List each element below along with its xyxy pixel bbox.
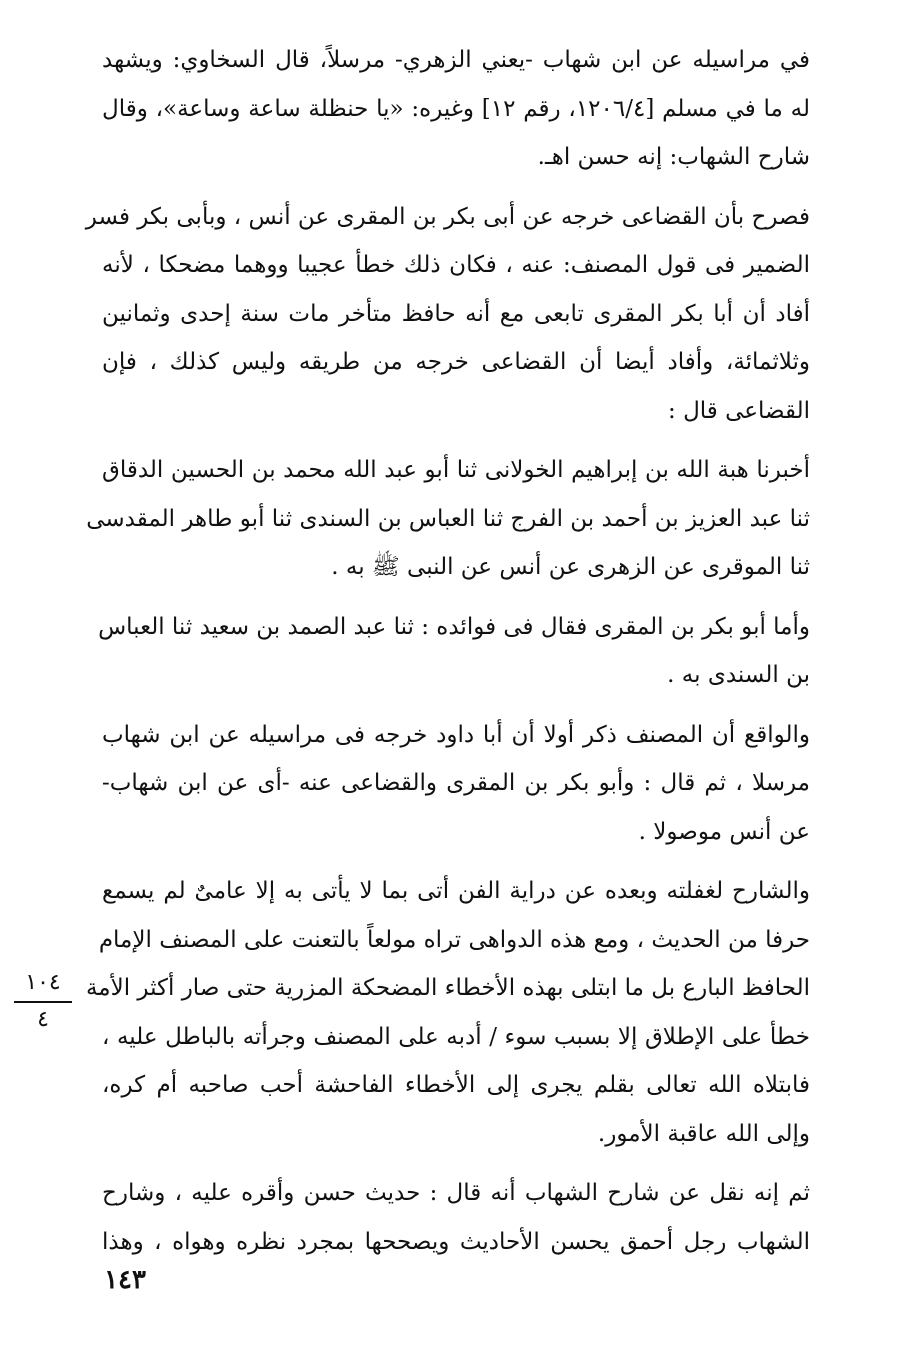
page-number: ١٤٣ [104, 1265, 146, 1295]
text-line: الشهاب رجل أحمق يحسن الأحاديث ويصححها بمجرد نظره وهواه ، وهذا [102, 1228, 810, 1255]
text-line: بن السندى به . [667, 662, 810, 688]
text-line: مرسلا ، ثم قال : وأبو بكر بن المقرى والقضاعى عنه -أى عن ابن شهاب- [102, 770, 810, 796]
text-line: فصرح بأن القضاعى خرجه عن أبى بكر بن المقرى عن أنس ، وبأبى بكر فسر [85, 203, 810, 230]
text-line: ثم إنه نقل عن شارح الشهاب أنه قال : حديث حسن وأقره عليه ، وشارح [102, 1180, 810, 1206]
text-line: ثنا عبد العزيز بن أحمد بن الفرج ثنا العباس بن السندى ثنا أبو طاهر المقدسى [86, 505, 810, 532]
text-line: له ما في مسلم [١٢٠٦/٤، رقم ١٢] وغيره: «يا حنظلة ساعة وساعة»، وقال [102, 95, 810, 122]
paragraph-6 [85, 867, 810, 1158]
text-line: والواقع أن المصنف ذكر أولا أن أبا داود خرجه فى مراسيله عن ابن شهاب [102, 721, 810, 748]
text-line: والشارح لغفلته وبعده عن دراية الفن أتى بما لا يأتى به إلا عامىٌ لم يسمع [102, 878, 810, 904]
body-text [85, 36, 810, 1277]
text-line: وثلاثمائة، وأفاد أيضا أن القضاعى خرجه من طريقه وليس كذلك ، فإن [102, 349, 810, 375]
text-line: عن أنس موصولا . [638, 818, 810, 845]
text-line: خطأ على الإطلاق إلا بسبب سوء / أدبه على المصنف وجرأته بالباطل عليه ، [102, 1023, 810, 1050]
paragraph-1 [102, 36, 810, 182]
text-line: الحافظ البارع بل ما ابتلى بهذه الأخطاء المضحكة المزرية حتى صار أكثر الأمة [85, 975, 810, 1001]
paragraph-5 [102, 711, 810, 857]
text-line: شارح الشهاب: إنه حسن اهـ. [537, 144, 810, 170]
text-line: القضاعى قال : [668, 397, 810, 424]
text-line: وأما أبو بكر بن المقرى فقال فى فوائده : ثنا عبد الصمد بن سعيد ثنا العباس [98, 613, 810, 640]
margin-reference [14, 968, 72, 1035]
paragraph-7 [102, 1169, 810, 1266]
text-line: أفاد أن أبا بكر المقرى تابعى مع أنه حافظ متأخر مات سنة إحدى وثمانين [102, 300, 810, 327]
margin-reference-divider [14, 1001, 72, 1003]
paragraph-2 [85, 193, 810, 436]
text-line: أخبرنا هبة الله بن إبراهيم الخولانى ثنا أبو عبد الله محمد بن الحسين الدقاق [102, 457, 810, 483]
margin-reference-volume: ٤ [37, 1007, 49, 1032]
text-line: فابتلاه الله تعالى بقلم يجرى إلى الأخطاء الفاحشة أحب صاحبه أم كره، [102, 1072, 810, 1098]
text-line: الضمير فى قول المصنف: عنه ، فكان ذلك خطأ عجيبا ووهما مضحكا ، لأنه [102, 252, 810, 278]
text-line: حرفا من الحديث ، ومع هذه الدواهى تراه مولعاً بالتعنت على المصنف الإمام [98, 926, 810, 953]
text-line: ثنا الموقرى عن الزهرى عن أنس عن النبى ﷺ به . [331, 554, 810, 580]
text-line: وإلى الله عاقبة الأمور. [597, 1120, 810, 1147]
paragraph-3 [86, 446, 810, 592]
paragraph-4 [98, 603, 810, 700]
text-line: في مراسيله عن ابن شهاب -يعني الزهري- مرسلاً، قال السخاوي: ويشهد [102, 47, 810, 73]
margin-reference-page: ١٠٤ [25, 970, 61, 995]
